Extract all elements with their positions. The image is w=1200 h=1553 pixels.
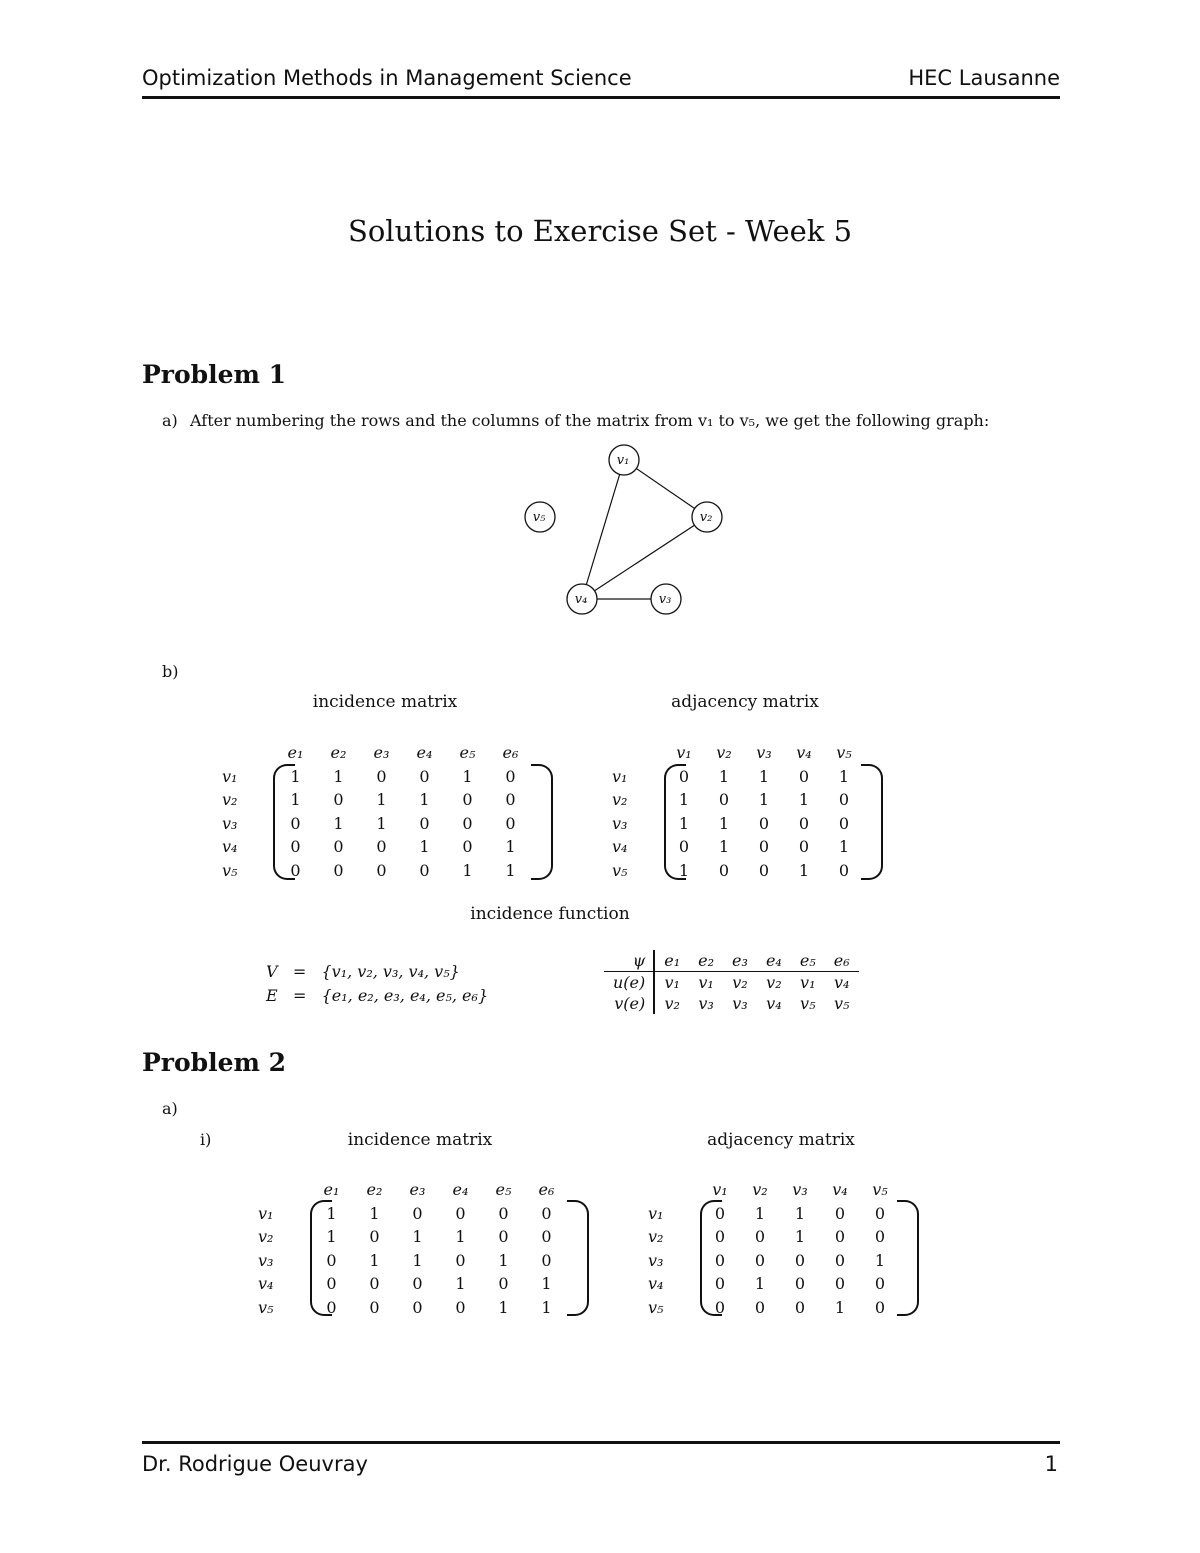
problem2-i-label: i) [200,1130,212,1149]
matrix-cell: 0 [541,1203,552,1223]
matrix-row-label: v₅ [612,860,628,880]
matrix-cell: 1 [838,766,850,786]
matrix-cell: 1 [455,1227,466,1247]
node-label-v2: v₂ [699,510,713,525]
matrix-col-header: e₃ [373,743,390,763]
matrix-col-header: v₄ [832,1180,848,1200]
matrix-cell: 0 [505,790,516,810]
matrix-cell: 0 [498,1227,509,1247]
matrix-row [612,859,864,883]
matrix-col-header: v₅ [836,743,852,763]
matrix-row [222,859,532,883]
matrix-row-label: v₁ [222,766,238,786]
incidence-function-cell: e₄ [757,950,791,972]
matrix-cell: 0 [541,1227,552,1247]
matrix-cell: 1 [505,837,516,857]
problem1-heading: Problem 1 [142,360,287,389]
matrix-row [612,765,864,789]
matrix-row-label: v₃ [612,813,628,833]
p2-incidence-left-paren [310,1200,332,1316]
p2-incidence-caption: incidence matrix [347,1130,493,1150]
problem2-heading: Problem 2 [142,1048,287,1077]
matrix-row [648,1225,900,1249]
matrix-cell: 0 [326,1274,337,1294]
matrix-cell: 0 [834,1250,846,1270]
matrix-col-header: e₄ [416,743,433,763]
matrix-cell: 0 [369,1297,380,1317]
matrix-cell: 0 [838,860,850,880]
incidence-function-cell: v₂ [664,994,680,1013]
matrix-cell: 1 [412,1227,423,1247]
matrix-cell: 0 [505,766,516,786]
matrix-cell: 0 [333,860,344,880]
matrix-row [648,1296,900,1320]
matrix-cell: 0 [333,837,344,857]
matrix-cell: 1 [541,1297,552,1317]
matrix-cell: 1 [326,1203,337,1223]
incidence-function-cell: v₃ [732,994,748,1013]
incidence-function-cell: v₄ [833,973,850,992]
matrix-cell: 1 [794,1227,806,1247]
incidence-function-cell: e₃ [723,950,757,972]
matrix-cell: 0 [498,1274,509,1294]
matrix-row-label: v₁ [258,1203,274,1223]
matrix-cell: 0 [714,1297,726,1317]
incidence-function-table [604,950,859,1014]
matrix-cell: 1 [678,860,690,880]
matrix-cell: 1 [333,813,344,833]
matrix-cell: 1 [369,1203,380,1223]
matrix-cell: 0 [290,813,301,833]
footer-page-number: 1 [1044,1452,1058,1476]
p1-adjacency-right-paren [861,764,883,880]
matrix-row-label: v₄ [612,837,628,857]
matrix-row-label: v₁ [648,1203,664,1223]
matrix-cell: 0 [714,1227,726,1247]
matrix-cell: 1 [412,1250,423,1270]
node-label-v4: v₄ [574,592,588,607]
matrix-cell: 1 [505,860,516,880]
matrix-col-header: v₅ [872,1180,888,1200]
node-label-v3: v₃ [658,592,672,607]
matrix-col-header: e₂ [330,743,347,763]
incidence-function-cell: v₄ [766,994,782,1013]
matrix-cell: 0 [498,1203,509,1223]
matrix-row-label: v₄ [258,1274,274,1294]
matrix-cell: 1 [838,837,850,857]
matrix-cell: 1 [376,813,387,833]
matrix-row-label: v₃ [648,1250,664,1270]
problem1-b-label: b) [162,662,179,681]
matrix-cell: 0 [455,1297,466,1317]
matrix-col-header: e₄ [452,1180,469,1200]
matrix-col-header: e₁ [323,1180,340,1200]
matrix-cell: 0 [798,813,810,833]
p2-incidence-matrix [258,1178,568,1319]
matrix-cell: 0 [369,1274,380,1294]
p2-adjacency-right-paren [897,1200,919,1316]
matrix-cell: 0 [419,860,430,880]
incidence-function-cell: v₂ [766,973,782,992]
problem1-a-label: a) [162,411,178,430]
matrix-cell: 1 [498,1250,509,1270]
matrix-cell: 0 [718,860,730,880]
incidence-function-cell: v₅ [800,994,816,1013]
matrix-row [222,812,532,836]
matrix-cell: 1 [376,790,387,810]
incidence-function-cell: v₁ [698,973,714,992]
incidence-function-row [604,972,859,994]
matrix-cell: 1 [419,790,430,810]
matrix-cell: 1 [794,1203,806,1223]
matrix-row [258,1296,568,1320]
matrix-row [258,1202,568,1226]
matrix-cell: 1 [290,790,301,810]
p2-adjacency-matrix [648,1178,900,1319]
matrix-cell: 0 [834,1274,846,1294]
matrix-cell: 1 [718,813,730,833]
matrix-col-header: e₅ [459,743,476,763]
matrix-cell: 0 [541,1250,552,1270]
matrix-row [222,835,532,859]
matrix-cell: 1 [874,1250,886,1270]
p1-incidence-right-paren [531,764,553,880]
incidence-function-cell: e₂ [689,950,723,972]
matrix-cell: 0 [412,1274,423,1294]
matrix-col-header: v₁ [712,1180,728,1200]
matrix-cell: 0 [874,1227,886,1247]
p1-adjacency-matrix [612,741,864,882]
matrix-col-header: v₃ [792,1180,808,1200]
matrix-row [612,812,864,836]
matrix-cell: 0 [758,813,770,833]
p1-incidence-left-paren [273,764,295,880]
matrix-cell: 0 [838,790,850,810]
matrix-cell: 1 [758,790,770,810]
matrix-cell: 0 [874,1203,886,1223]
matrix-cell: 1 [498,1297,509,1317]
matrix-cell: 0 [794,1250,806,1270]
matrix-row-label: v₄ [222,837,238,857]
problem2-a-label: a) [162,1099,178,1118]
matrix-row-label: v₂ [648,1227,664,1247]
matrix-cell: 0 [333,790,344,810]
matrix-row [258,1249,568,1273]
incidence-function-cell: v₂ [732,973,748,992]
edge-v2-v4 [582,517,707,599]
matrix-row [612,835,864,859]
matrix-cell: 1 [718,766,730,786]
matrix-col-header: v₂ [716,743,732,763]
p2-adjacency-left-paren [700,1200,722,1316]
incidence-function-cell: e₅ [791,950,825,972]
matrix-row [648,1202,900,1226]
matrix-cell: 0 [874,1297,886,1317]
matrix-cell: 0 [758,837,770,857]
vertex-set-definition: V = {v₁, v₂, v₃, v₄, v₅} [266,962,460,981]
matrix-cell: 1 [754,1203,766,1223]
matrix-cell: 0 [754,1227,766,1247]
matrix-cell: 0 [834,1227,846,1247]
matrix-cell: 0 [326,1250,337,1270]
graph-diagram [500,440,760,620]
matrix-row-label: v₂ [222,790,238,810]
footer-author: Dr. Rodrigue Oeuvray [142,1452,368,1476]
p1-adjacency-left-paren [664,764,686,880]
node-label-v1: v₁ [616,453,630,468]
header-rule [142,96,1060,99]
matrix-cell: 0 [455,1250,466,1270]
incidence-function-cell: e₁ [654,950,689,972]
matrix-col-header: e₆ [538,1180,555,1200]
p2-adjacency-caption: adjacency matrix [707,1130,855,1150]
incidence-function-cell: v₃ [698,994,714,1013]
incidence-function-cell: v₁ [800,973,816,992]
matrix-cell: 0 [412,1297,423,1317]
matrix-cell: 1 [678,790,690,810]
edge-set-definition: E = {e₁, e₂, e₃, e₄, e₅, e₆} [266,986,489,1005]
matrix-col-header: e₆ [502,743,519,763]
matrix-col-header: e₅ [495,1180,512,1200]
matrix-col-header: v₁ [676,743,692,763]
matrix-cell: 0 [718,790,730,810]
matrix-cell: 0 [419,766,430,786]
matrix-cell: 1 [333,766,344,786]
header-school: HEC Lausanne [908,66,1060,90]
matrix-cell: 1 [754,1274,766,1294]
matrix-cell: 0 [376,766,387,786]
matrix-cell: 1 [462,766,473,786]
incidence-function-row [604,950,859,972]
matrix-cell: 0 [714,1274,726,1294]
matrix-cell: 1 [834,1297,846,1317]
matrix-cell: 1 [718,837,730,857]
p1-function-caption: incidence function [470,904,630,924]
matrix-cell: 1 [798,860,810,880]
matrix-cell: 0 [369,1227,380,1247]
incidence-function-cell: v₁ [664,973,680,992]
matrix-row-label: v₃ [222,813,238,833]
matrix-row [222,765,532,789]
matrix-cell: 1 [290,766,301,786]
matrix-cell: 0 [798,766,810,786]
matrix-cell: 0 [758,860,770,880]
matrix-cell: 1 [462,860,473,880]
matrix-row-label: v₂ [612,790,628,810]
matrix-col-header: e₃ [409,1180,426,1200]
matrix-row-label: v₅ [222,860,238,880]
matrix-cell: 1 [419,837,430,857]
incidence-function-row [604,993,859,1014]
matrix-col-header: v₂ [752,1180,768,1200]
matrix-cell: 0 [326,1297,337,1317]
matrix-cell: 0 [678,766,690,786]
matrix-row-label: v₄ [648,1274,664,1294]
matrix-cell: 0 [714,1250,726,1270]
matrix-row-label: v₅ [648,1297,664,1317]
incidence-function-cell: e₆ [825,950,859,972]
matrix-cell: 0 [794,1274,806,1294]
matrix-cell: 0 [754,1250,766,1270]
matrix-cell: 0 [754,1297,766,1317]
matrix-row [648,1272,900,1296]
matrix-row-label: v₂ [258,1227,274,1247]
matrix-cell: 1 [758,766,770,786]
p1-incidence-matrix [222,741,532,882]
p1-adjacency-caption: adjacency matrix [671,692,819,712]
matrix-cell: 0 [455,1203,466,1223]
matrix-cell: 0 [798,837,810,857]
matrix-row-label: v₃ [258,1250,274,1270]
matrix-cell: 0 [714,1203,726,1223]
matrix-cell: 0 [462,837,473,857]
header-course: Optimization Methods in Management Science [142,66,632,90]
matrix-cell: 0 [874,1274,886,1294]
matrix-cell: 1 [326,1227,337,1247]
incidence-function-row-label: v(e) [604,993,654,1014]
matrix-cell: 1 [798,790,810,810]
matrix-row-label: v₁ [612,766,628,786]
edge-v1-v4 [582,460,624,599]
matrix-row-label: v₅ [258,1297,274,1317]
matrix-col-header: v₄ [796,743,812,763]
incidence-function-row-label: ψ [604,950,654,972]
p1-incidence-caption: incidence matrix [312,692,458,712]
matrix-cell: 0 [462,813,473,833]
matrix-col-header: e₂ [366,1180,383,1200]
matrix-cell: 0 [794,1297,806,1317]
matrix-row [612,788,864,812]
matrix-row [258,1272,568,1296]
matrix-row [222,788,532,812]
matrix-cell: 0 [834,1203,846,1223]
matrix-cell: 1 [678,813,690,833]
matrix-col-header: e₁ [287,743,304,763]
matrix-cell: 0 [419,813,430,833]
p2-incidence-right-paren [567,1200,589,1316]
incidence-function-row-label: u(e) [604,972,654,994]
matrix-cell: 0 [290,837,301,857]
matrix-cell: 0 [376,860,387,880]
matrix-cell: 1 [369,1250,380,1270]
matrix-col-header: v₃ [756,743,772,763]
node-label-v5: v₅ [532,510,546,525]
matrix-cell: 0 [462,790,473,810]
matrix-cell: 0 [290,860,301,880]
incidence-function-cell: v₅ [833,994,850,1013]
matrix-row [258,1225,568,1249]
matrix-cell: 0 [505,813,516,833]
matrix-row [648,1249,900,1273]
matrix-cell: 1 [541,1274,552,1294]
matrix-cell: 0 [412,1203,423,1223]
matrix-cell: 0 [838,813,850,833]
matrix-cell: 1 [455,1274,466,1294]
problem1-a-text: After numbering the rows and the columns of the matrix from v₁ to v₅, we get the following graph: [190,411,990,430]
footer-rule [142,1441,1060,1444]
page-title: Solutions to Exercise Set - Week 5 [347,214,853,248]
matrix-cell: 0 [678,837,690,857]
matrix-cell: 0 [376,837,387,857]
